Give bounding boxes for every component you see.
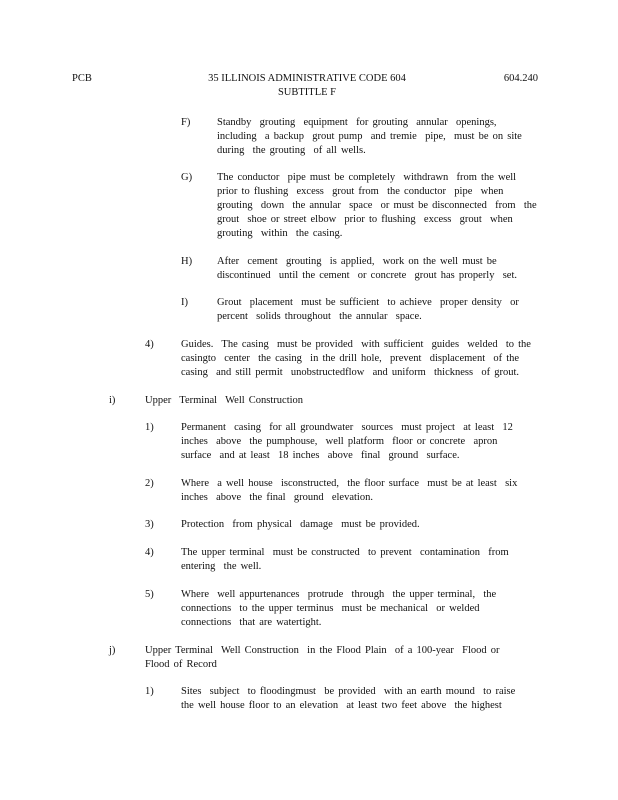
text-line: during the grouting of all wells. <box>217 145 366 156</box>
text-line: discontinued until the cement or concrete grout has properly set. <box>217 270 518 281</box>
text-line: Where well appurtenances protrude through the upper terminal, the <box>181 589 497 600</box>
item-label: j) <box>109 645 116 656</box>
text-line: entering the well. <box>181 561 262 572</box>
item-text <box>181 338 537 380</box>
text-line: Guides. The casing must be provided with sufficient guides welded to the <box>181 339 531 350</box>
text-line: connections to the upper terminus must be mechanical or welded <box>181 603 480 614</box>
item-text <box>181 518 441 532</box>
item-label: H) <box>181 256 193 267</box>
item-text <box>181 546 521 574</box>
item-text <box>217 296 527 324</box>
text-line: After cement grouting is applied, work on the well must be <box>217 256 497 267</box>
item-label: 1) <box>145 686 154 697</box>
item-text <box>181 477 523 505</box>
text-line: Upper Terminal Well Construction <box>145 395 304 406</box>
text-line: Standby grouting equipment for grouting annular openings, <box>217 117 497 128</box>
text-line: The upper terminal must be constructed to prevent contamination from <box>181 547 509 558</box>
item-text <box>217 255 527 283</box>
item-text <box>181 685 519 713</box>
text-line: the well house floor to an elevation at least two feet above the highest <box>181 700 502 711</box>
text-line: connections that are watertight. <box>181 617 322 628</box>
item-label: i) <box>109 395 116 406</box>
text-line: grout shoe or street elbow prior to flushing excess grout when <box>217 214 513 225</box>
item-label: 4) <box>145 547 154 558</box>
item-text <box>217 171 535 241</box>
item-text <box>181 588 507 630</box>
text-line: grouting down the annular space or must be disconnected from the <box>217 200 537 211</box>
header-agency: PCB <box>72 73 92 84</box>
header-code-line: 35 ILLINOIS ADMINISTRATIVE CODE 604 <box>208 73 406 84</box>
text-line: percent solids throughout the annular space. <box>217 311 422 322</box>
header-subtitle-line: SUBTITLE F <box>277 87 337 98</box>
text-line: Where a well house isconstructed, the floor surface must be at least six <box>181 478 518 489</box>
text-line: Flood of Record <box>145 659 217 670</box>
text-line: casingto center the casing in the drill hole, prevent displacement of the <box>181 353 520 364</box>
item-text <box>145 394 345 408</box>
text-line: Grout placement must be sufficient to achieve proper density or <box>217 297 519 308</box>
item-text <box>145 644 517 672</box>
text-line: grouting within the casing. <box>217 228 343 239</box>
text-line: Permanent casing for all groundwater sources must project at least 12 <box>181 422 513 433</box>
text-line: prior to flushing excess grout from the conductor pipe when <box>217 186 504 197</box>
item-label: 1) <box>145 422 154 433</box>
text-line: Upper Terminal Well Construction in the Flood Plain of a 100-year Flood or <box>145 645 500 656</box>
item-label: 4) <box>145 339 154 350</box>
item-label: 5) <box>145 589 154 600</box>
text-line: Protection from physical damage must be provided. <box>181 519 420 530</box>
item-label: 2) <box>145 478 154 489</box>
text-line: inches above the final ground elevation. <box>181 492 373 503</box>
text-line: inches above the pumphouse, well platform floor or concrete apron <box>181 436 498 447</box>
text-line: The conductor pipe must be completely withdrawn from the well <box>217 172 517 183</box>
text-line: casing and still permit unobstructedflow and uniform thickness of grout. <box>181 367 519 378</box>
item-label: 3) <box>145 519 154 530</box>
text-line: including a backup grout pump and tremie pipe, must be on site <box>217 131 522 142</box>
text-line: Sites subject to floodingmust be provided with an earth mound to raise <box>181 686 516 697</box>
header-section-number: 604.240 <box>503 73 538 84</box>
item-label: F) <box>181 117 191 128</box>
header-title <box>172 72 442 100</box>
item-text <box>217 116 533 158</box>
item-text <box>181 421 521 463</box>
item-label: G) <box>181 172 193 183</box>
item-label: I) <box>181 297 188 308</box>
text-line: surface and at least 18 inches above final ground surface. <box>181 450 460 461</box>
